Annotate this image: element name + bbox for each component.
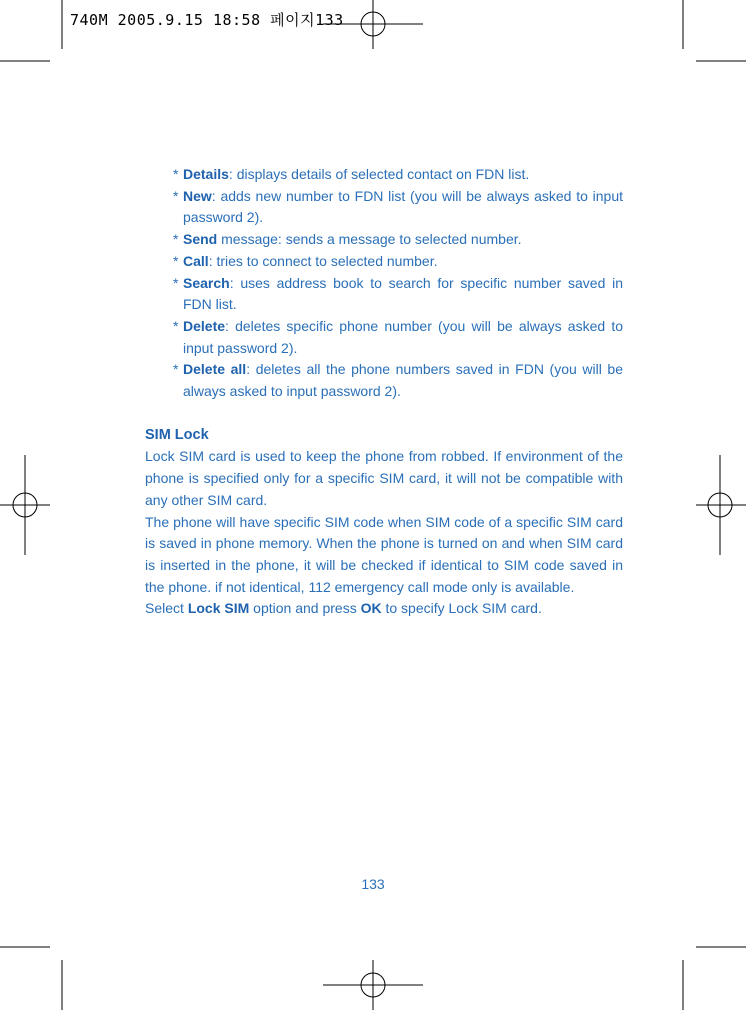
bullet-star: * bbox=[173, 361, 179, 378]
sim-lock-paragraph-1: Lock SIM card is used to keep the phone from robbed. If environment of the phone is specified only for a specific SIM card, it will not be compatible with any other SIM card. bbox=[145, 448, 623, 508]
option-description: : deletes all the phone numbers saved in FDN (you will be always asked to input password 2). bbox=[183, 361, 624, 400]
option-description: : deletes specific phone number (you will be always asked to input password 2). bbox=[183, 317, 623, 356]
bullet-star: * bbox=[173, 231, 179, 248]
bullet-star: * bbox=[173, 317, 179, 334]
option-term: Send bbox=[183, 231, 218, 248]
ok-term: OK bbox=[360, 600, 382, 617]
option-term: Delete all bbox=[183, 361, 247, 378]
page-number: 133 bbox=[361, 876, 385, 892]
section-title-sim-lock: SIM Lock bbox=[145, 426, 209, 443]
option-term: New bbox=[183, 187, 212, 204]
bullet-star: * bbox=[173, 252, 179, 269]
option-term: Call bbox=[183, 252, 209, 269]
para3-prefix: Select bbox=[145, 600, 188, 617]
option-description: : displays details of selected contact on FDN list. bbox=[228, 166, 530, 182]
list-item bbox=[145, 273, 623, 316]
option-term: Search bbox=[183, 274, 230, 291]
para3-middle: option and press bbox=[249, 600, 361, 617]
list-item bbox=[145, 251, 623, 273]
list-item bbox=[145, 164, 623, 186]
list-item bbox=[145, 359, 623, 402]
option-description: : uses address book to search for specific number saved in FDN list. bbox=[183, 274, 623, 313]
sim-lock-paragraph-2-text: The phone will have specific SIM code when SIM code of a specific SIM card is saved in phone memory. When the phone is turned on and when SIM card is inserted in the phone, it will be checked if identical to SIM code saved in the phone. if not identical, 112 emergency call mode only is available. bbox=[145, 513, 623, 595]
option-description: message: sends a message to selected number. bbox=[217, 231, 522, 248]
sim-lock-paragraph-2 bbox=[145, 512, 623, 621]
list-item bbox=[145, 229, 623, 251]
print-header-stamp: 740M 2005.9.15 18:58 페이지133 bbox=[70, 11, 344, 29]
bullet-star: * bbox=[173, 274, 179, 291]
option-description: : tries to connect to selected number. bbox=[208, 252, 438, 269]
bullet-star: * bbox=[173, 166, 179, 182]
list-item bbox=[145, 316, 623, 359]
option-description: : adds new number to FDN list (you will be always asked to input password 2). bbox=[183, 187, 623, 226]
option-term: Details bbox=[183, 166, 229, 182]
bullet-star: * bbox=[173, 187, 179, 204]
page-content bbox=[145, 164, 623, 620]
option-term: Delete bbox=[183, 317, 226, 334]
para3-suffix: to specify Lock SIM card. bbox=[381, 600, 542, 617]
list-item bbox=[145, 186, 623, 229]
lock-sim-term: Lock SIM bbox=[187, 600, 250, 617]
fdn-options-list bbox=[145, 164, 623, 403]
